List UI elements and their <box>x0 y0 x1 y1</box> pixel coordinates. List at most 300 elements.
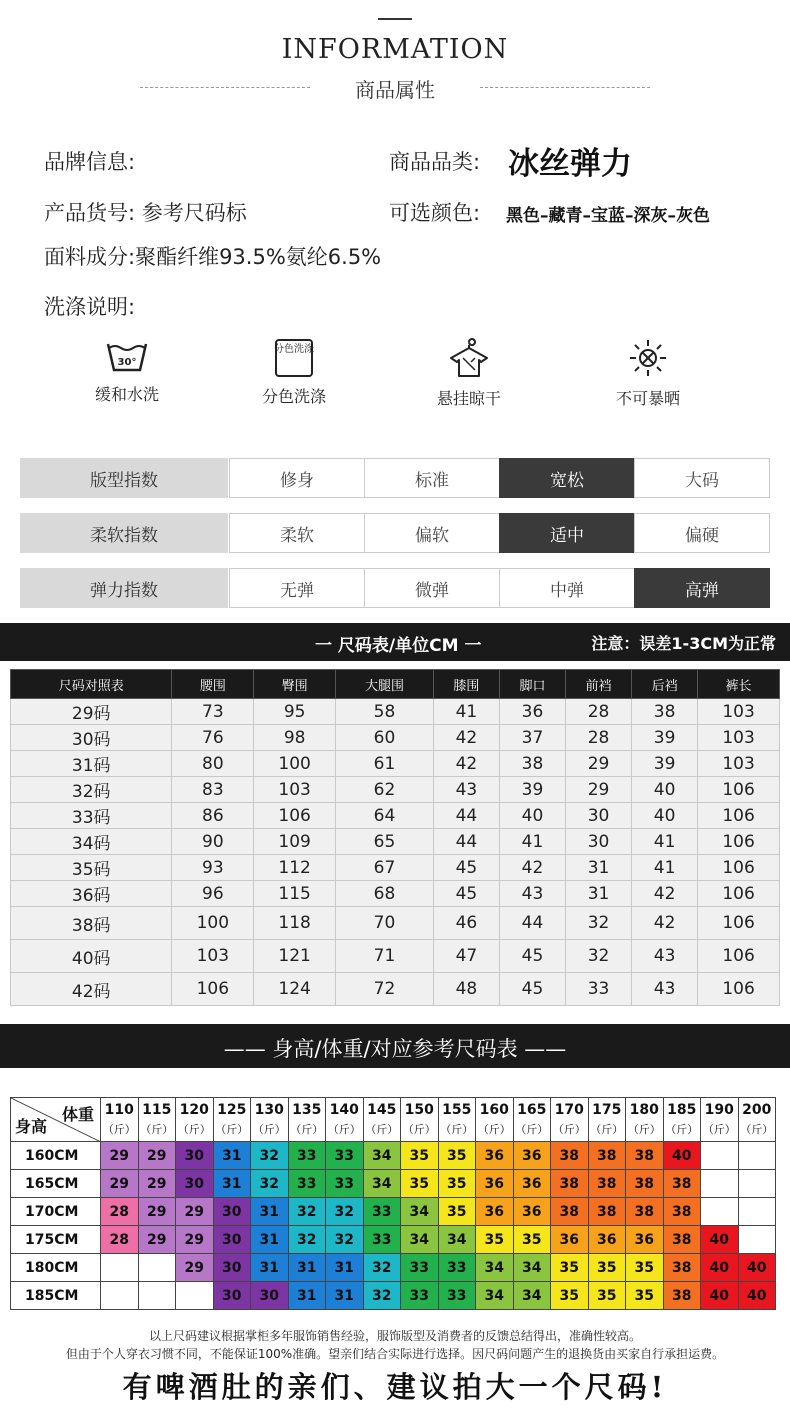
weight-header-cell <box>513 1098 551 1142</box>
hw-empty-cell <box>738 1170 776 1198</box>
softness-option: 偏硬 <box>634 513 770 553</box>
size-table-header: 尺码对照表 <box>11 670 172 699</box>
hw-size-cell: 32 <box>288 1226 326 1254</box>
weight-header-cell <box>476 1098 514 1142</box>
size-value-cell: 43 <box>632 973 698 1006</box>
softness-option: 柔软 <box>229 513 365 553</box>
hw-size-cell: 33 <box>326 1142 364 1170</box>
hw-size-cell: 31 <box>288 1282 326 1310</box>
stretch-option-selected: 高弹 <box>634 568 770 608</box>
size-chart-banner <box>0 623 790 661</box>
hw-size-cell: 30 <box>213 1226 251 1254</box>
hw-row <box>11 1226 776 1254</box>
hw-size-cell: 36 <box>588 1226 626 1254</box>
size-chart-note: 注意：误差1-3CM为正常 <box>591 634 776 653</box>
size-value-cell: 118 <box>254 907 336 940</box>
size-label-cell: 35码 <box>11 855 172 881</box>
hw-size-cell: 34 <box>476 1254 514 1282</box>
size-value-cell: 58 <box>336 699 434 725</box>
hw-size-cell: 36 <box>551 1226 589 1254</box>
size-table-header: 脚口 <box>499 670 565 699</box>
size-value-cell: 73 <box>172 699 254 725</box>
hw-size-cell: 35 <box>588 1282 626 1310</box>
wash-label-hang: 悬挂晾干 <box>436 389 501 408</box>
size-value-cell: 76 <box>172 725 254 751</box>
size-value-cell: 38 <box>632 699 698 725</box>
fit-option-selected: 宽松 <box>499 458 635 498</box>
weight-header-cell <box>213 1098 251 1142</box>
hw-empty-cell <box>138 1254 176 1282</box>
page-title: INFORMATION <box>281 34 509 65</box>
size-value-cell: 44 <box>433 803 499 829</box>
stretch-option: 微弹 <box>364 568 500 608</box>
size-value-cell: 42 <box>433 751 499 777</box>
hw-size-cell: 38 <box>588 1170 626 1198</box>
fit-index-label: 版型指数 <box>20 458 228 498</box>
size-chart-title: 一 尺码表/单位CM 一 <box>315 636 482 656</box>
size-table-header: 膝围 <box>433 670 499 699</box>
hw-empty-cell <box>738 1198 776 1226</box>
weight-header-cell <box>626 1098 664 1142</box>
size-table-row <box>11 881 780 907</box>
size-value-cell: 64 <box>336 803 434 829</box>
hw-size-cell: 31 <box>251 1198 289 1226</box>
weight-value: 175 <box>592 1101 622 1118</box>
slogan: 有啤酒肚的亲们、建议拍大一个尺码! <box>122 1370 668 1404</box>
brand-label: 品牌信息: <box>44 150 136 174</box>
weight-unit: （斤） <box>702 1122 736 1136</box>
weight-header-cell <box>401 1098 439 1142</box>
size-value-cell: 103 <box>698 725 780 751</box>
size-table-header: 大腿围 <box>336 670 434 699</box>
size-value-cell: 106 <box>698 940 780 973</box>
size-value-cell: 48 <box>433 973 499 1006</box>
stretch-index-label: 弹力指数 <box>20 568 228 608</box>
hw-size-cell: 31 <box>288 1254 326 1282</box>
weight-unit: （斤） <box>665 1122 699 1136</box>
hw-size-cell: 40 <box>738 1282 776 1310</box>
hw-row <box>11 1170 776 1198</box>
weight-value: 180 <box>629 1101 659 1118</box>
size-value-cell: 41 <box>632 855 698 881</box>
weight-unit: （斤） <box>365 1122 399 1136</box>
hw-row <box>11 1282 776 1310</box>
footer-note-1: 以上尺码建议根据掌柜多年服饰销售经验，服饰版型及消费者的反馈总结得出，准确性较高。 <box>148 1329 641 1343</box>
size-label-cell: 34码 <box>11 829 172 855</box>
softness-index-label: 柔软指数 <box>20 513 228 553</box>
weight-header-cell <box>251 1098 289 1142</box>
size-value-cell: 40 <box>499 803 565 829</box>
size-table-row <box>11 751 780 777</box>
wash-label-separate: 分色洗涤 <box>261 387 326 406</box>
size-value-cell: 71 <box>336 940 434 973</box>
hw-size-cell: 38 <box>588 1142 626 1170</box>
hw-empty-cell <box>701 1198 739 1226</box>
size-value-cell: 28 <box>566 699 632 725</box>
hw-size-cell: 29 <box>138 1226 176 1254</box>
fit-index-row <box>20 458 770 498</box>
weight-value: 145 <box>367 1101 397 1118</box>
size-value-cell: 124 <box>254 973 336 1006</box>
size-value-cell: 103 <box>172 940 254 973</box>
size-table-header: 前裆 <box>566 670 632 699</box>
weight-unit: （斤） <box>740 1122 774 1136</box>
stretch-index-row <box>20 568 770 608</box>
weight-unit: （斤） <box>402 1122 436 1136</box>
hw-size-cell: 33 <box>363 1198 401 1226</box>
hw-size-cell: 32 <box>251 1170 289 1198</box>
size-value-cell: 60 <box>336 725 434 751</box>
height-weight-title: —— 身高/体重/对应参考尺码表 —— <box>223 1037 567 1061</box>
hw-size-cell: 36 <box>476 1142 514 1170</box>
weight-header-cell <box>176 1098 214 1142</box>
size-label-cell: 32码 <box>11 777 172 803</box>
size-table-row <box>11 777 780 803</box>
weight-unit: （斤） <box>177 1122 211 1136</box>
hw-size-cell: 35 <box>588 1254 626 1282</box>
size-value-cell: 39 <box>632 725 698 751</box>
size-value-cell: 40 <box>632 777 698 803</box>
height-header-cell: 170CM <box>11 1198 101 1226</box>
hang-dry-icon <box>447 338 491 378</box>
hw-size-cell: 40 <box>738 1254 776 1282</box>
hw-size-cell: 30 <box>251 1282 289 1310</box>
size-value-cell: 45 <box>433 881 499 907</box>
hw-size-cell: 38 <box>551 1170 589 1198</box>
hw-size-cell: 28 <box>101 1226 139 1254</box>
size-value-cell: 83 <box>172 777 254 803</box>
size-label-cell: 31码 <box>11 751 172 777</box>
hw-size-cell: 35 <box>551 1254 589 1282</box>
category-value: 冰丝弹力 <box>508 146 632 182</box>
wash-item-hang <box>414 338 524 409</box>
size-value-cell: 37 <box>499 725 565 751</box>
hw-header-row <box>11 1098 776 1142</box>
hw-size-cell: 31 <box>251 1254 289 1282</box>
weight-value: 165 <box>517 1101 547 1118</box>
wash-item-gentle <box>72 338 182 405</box>
size-table-header: 臀围 <box>254 670 336 699</box>
size-value-cell: 70 <box>336 907 434 940</box>
hw-size-cell: 30 <box>213 1282 251 1310</box>
size-value-cell: 42 <box>433 725 499 751</box>
size-value-cell: 80 <box>172 751 254 777</box>
hw-empty-cell <box>138 1282 176 1310</box>
weight-unit: （斤） <box>140 1122 174 1136</box>
size-value-cell: 115 <box>254 881 336 907</box>
size-value-cell: 68 <box>336 881 434 907</box>
wash-label-nosun: 不可暴晒 <box>615 389 680 408</box>
weight-header-cell <box>663 1098 701 1142</box>
size-value-cell: 29 <box>566 777 632 803</box>
weight-value: 155 <box>442 1101 472 1118</box>
hw-size-cell: 29 <box>176 1198 214 1226</box>
hw-size-cell: 35 <box>551 1282 589 1310</box>
hw-size-cell: 32 <box>251 1142 289 1170</box>
hw-empty-cell <box>101 1282 139 1310</box>
colors-label: 可选颜色: <box>389 201 481 225</box>
hw-size-cell: 32 <box>326 1198 364 1226</box>
hw-size-cell: 31 <box>251 1226 289 1254</box>
weight-value: 115 <box>142 1101 172 1118</box>
size-value-cell: 103 <box>698 699 780 725</box>
size-table-row <box>11 940 780 973</box>
weight-unit: （斤） <box>477 1122 511 1136</box>
size-value-cell: 31 <box>566 881 632 907</box>
size-value-cell: 41 <box>499 829 565 855</box>
wash-item-nosun <box>593 338 703 409</box>
size-value-cell: 32 <box>566 940 632 973</box>
category-label: 商品品类: <box>389 150 481 174</box>
weight-header-cell <box>363 1098 401 1142</box>
size-value-cell: 29 <box>566 751 632 777</box>
weight-unit: （斤） <box>440 1122 474 1136</box>
hw-size-cell: 36 <box>476 1170 514 1198</box>
hw-size-cell: 35 <box>438 1170 476 1198</box>
hw-size-cell: 29 <box>138 1142 176 1170</box>
hw-size-cell: 33 <box>326 1170 364 1198</box>
size-value-cell: 46 <box>433 907 499 940</box>
hw-size-cell: 38 <box>626 1142 664 1170</box>
hw-size-cell: 33 <box>438 1282 476 1310</box>
wash-30-icon <box>105 338 149 374</box>
size-value-cell: 67 <box>336 855 434 881</box>
size-value-cell: 42 <box>632 881 698 907</box>
size-value-cell: 43 <box>632 940 698 973</box>
weight-value: 170 <box>554 1101 584 1118</box>
size-value-cell: 72 <box>336 973 434 1006</box>
hw-size-cell: 38 <box>551 1198 589 1226</box>
size-value-cell: 44 <box>433 829 499 855</box>
size-value-cell: 44 <box>499 907 565 940</box>
hw-size-cell: 32 <box>326 1226 364 1254</box>
fit-option: 标准 <box>364 458 500 498</box>
weight-unit: （斤） <box>102 1122 136 1136</box>
hw-size-cell: 30 <box>213 1198 251 1226</box>
hw-size-cell: 35 <box>438 1142 476 1170</box>
size-label-cell: 38码 <box>11 907 172 940</box>
size-label-cell: 40码 <box>11 940 172 973</box>
size-value-cell: 45 <box>499 940 565 973</box>
size-value-cell: 30 <box>566 803 632 829</box>
size-table-row <box>11 725 780 751</box>
hw-size-cell: 35 <box>438 1198 476 1226</box>
hw-size-cell: 34 <box>401 1198 439 1226</box>
hw-size-cell: 35 <box>626 1254 664 1282</box>
hw-empty-cell <box>738 1142 776 1170</box>
hw-size-cell: 30 <box>213 1254 251 1282</box>
hw-size-cell: 33 <box>288 1170 326 1198</box>
size-value-cell: 39 <box>499 777 565 803</box>
hw-size-cell: 38 <box>626 1198 664 1226</box>
hw-size-cell: 36 <box>476 1198 514 1226</box>
size-value-cell: 45 <box>433 855 499 881</box>
hw-size-cell: 38 <box>663 1198 701 1226</box>
weight-unit: （斤） <box>515 1122 549 1136</box>
weight-header-cell <box>551 1098 589 1142</box>
size-table-header: 腰围 <box>172 670 254 699</box>
item-number: 产品货号: 参考尺码标 <box>44 201 247 225</box>
hw-size-cell: 29 <box>138 1170 176 1198</box>
size-table-row <box>11 803 780 829</box>
hw-size-cell: 35 <box>626 1282 664 1310</box>
hw-size-cell: 33 <box>288 1142 326 1170</box>
size-value-cell: 106 <box>698 777 780 803</box>
colors-value: 黑色–藏青–宝蓝–深灰–灰色 <box>506 206 710 226</box>
size-value-cell: 61 <box>336 751 434 777</box>
hw-size-cell: 28 <box>101 1198 139 1226</box>
weight-unit: （斤） <box>252 1122 286 1136</box>
hw-size-cell: 34 <box>476 1282 514 1310</box>
hw-size-cell: 40 <box>701 1226 739 1254</box>
hw-size-cell: 38 <box>663 1226 701 1254</box>
size-value-cell: 100 <box>254 751 336 777</box>
size-value-cell: 121 <box>254 940 336 973</box>
size-value-cell: 93 <box>172 855 254 881</box>
stretch-option: 无弹 <box>229 568 365 608</box>
hw-size-cell: 40 <box>663 1142 701 1170</box>
size-value-cell: 65 <box>336 829 434 855</box>
weight-header-cell <box>738 1098 776 1142</box>
height-weight-table <box>10 1097 776 1310</box>
weight-axis-label: 体重 <box>61 1105 94 1124</box>
hw-corner-cell <box>11 1098 101 1142</box>
size-value-cell: 86 <box>172 803 254 829</box>
hw-row <box>11 1198 776 1226</box>
height-header-cell: 180CM <box>11 1254 101 1282</box>
size-value-cell: 106 <box>698 803 780 829</box>
size-table-row <box>11 973 780 1006</box>
weight-unit: （斤） <box>552 1122 586 1136</box>
hw-size-cell: 38 <box>626 1170 664 1198</box>
fit-option: 修身 <box>229 458 365 498</box>
weight-value: 120 <box>179 1101 209 1118</box>
hw-size-cell: 34 <box>513 1254 551 1282</box>
size-label-cell: 36码 <box>11 881 172 907</box>
size-value-cell: 106 <box>254 803 336 829</box>
weight-value: 140 <box>329 1101 359 1118</box>
hw-row <box>11 1254 776 1282</box>
size-value-cell: 40 <box>632 803 698 829</box>
size-value-cell: 41 <box>433 699 499 725</box>
height-header-cell: 175CM <box>11 1226 101 1254</box>
height-axis-label: 身高 <box>15 1117 48 1136</box>
size-value-cell: 38 <box>499 751 565 777</box>
weight-unit: （斤） <box>627 1122 661 1136</box>
weight-unit: （斤） <box>290 1122 324 1136</box>
weight-value: 200 <box>742 1101 772 1118</box>
hw-size-cell: 34 <box>438 1226 476 1254</box>
weight-value: 185 <box>667 1101 697 1118</box>
hw-size-cell: 33 <box>363 1226 401 1254</box>
hw-empty-cell <box>101 1254 139 1282</box>
size-value-cell: 36 <box>499 699 565 725</box>
size-value-cell: 106 <box>698 829 780 855</box>
size-value-cell: 31 <box>566 855 632 881</box>
size-value-cell: 95 <box>254 699 336 725</box>
hw-size-cell: 32 <box>288 1198 326 1226</box>
weight-value: 190 <box>704 1101 734 1118</box>
hw-size-cell: 34 <box>401 1226 439 1254</box>
size-value-cell: 109 <box>254 829 336 855</box>
hw-size-cell: 36 <box>513 1170 551 1198</box>
weight-header-cell <box>438 1098 476 1142</box>
hw-size-cell: 38 <box>551 1142 589 1170</box>
size-value-cell: 103 <box>698 751 780 777</box>
hw-empty-cell <box>701 1170 739 1198</box>
size-value-cell: 106 <box>698 855 780 881</box>
size-value-cell: 106 <box>172 973 254 1006</box>
size-value-cell: 39 <box>632 751 698 777</box>
size-value-cell: 112 <box>254 855 336 881</box>
size-value-cell: 30 <box>566 829 632 855</box>
weight-header-cell <box>101 1098 139 1142</box>
hw-size-cell: 31 <box>213 1170 251 1198</box>
wash-label: 洗涤说明: <box>44 295 136 319</box>
weight-header-cell <box>288 1098 326 1142</box>
hw-size-cell: 35 <box>513 1226 551 1254</box>
hw-size-cell: 35 <box>401 1170 439 1198</box>
no-sun-icon <box>628 338 668 378</box>
hw-size-cell: 29 <box>176 1226 214 1254</box>
height-header-cell: 165CM <box>11 1170 101 1198</box>
size-table-row <box>11 855 780 881</box>
hw-size-cell: 30 <box>176 1142 214 1170</box>
size-value-cell: 96 <box>172 881 254 907</box>
weight-value: 130 <box>254 1101 284 1118</box>
size-table-header: 裤长 <box>698 670 780 699</box>
hw-size-cell: 38 <box>663 1254 701 1282</box>
page-subtitle: 商品属性 <box>355 78 435 102</box>
hw-size-cell: 32 <box>363 1282 401 1310</box>
size-value-cell: 106 <box>698 907 780 940</box>
weight-value: 135 <box>292 1101 322 1118</box>
size-value-cell: 32 <box>566 907 632 940</box>
size-value-cell: 43 <box>499 881 565 907</box>
hw-size-cell: 32 <box>363 1254 401 1282</box>
size-value-cell: 103 <box>254 777 336 803</box>
size-label-cell: 30码 <box>11 725 172 751</box>
size-value-cell: 43 <box>433 777 499 803</box>
weight-header-cell <box>701 1098 739 1142</box>
softness-option: 偏软 <box>364 513 500 553</box>
weight-value: 150 <box>404 1101 434 1118</box>
hw-size-cell: 31 <box>326 1254 364 1282</box>
weight-unit: （斤） <box>215 1122 249 1136</box>
size-value-cell: 42 <box>499 855 565 881</box>
hw-size-cell: 40 <box>701 1254 739 1282</box>
size-label-cell: 42码 <box>11 973 172 1006</box>
hw-size-cell: 29 <box>101 1142 139 1170</box>
weight-header-cell <box>138 1098 176 1142</box>
fit-option: 大码 <box>634 458 770 498</box>
size-value-cell: 62 <box>336 777 434 803</box>
weight-value: 125 <box>217 1101 247 1118</box>
size-table-row <box>11 699 780 725</box>
weight-value: 110 <box>104 1101 134 1118</box>
footer-note-2: 但由于个人穿衣习惯不同，不能保证100%准确。望亲们结合实际进行选择。因尺码问题产生的退换货由买家自行承担运费。 <box>65 1347 725 1361</box>
hw-size-cell: 40 <box>701 1282 739 1310</box>
hw-size-cell: 31 <box>213 1142 251 1170</box>
stretch-option: 中弹 <box>499 568 635 608</box>
fabric-composition: 面料成分:聚酯纤维93.5%氨纶6.5% <box>44 245 382 269</box>
hw-size-cell: 33 <box>401 1282 439 1310</box>
svg-text:30°: 30° <box>117 357 137 368</box>
size-value-cell: 45 <box>499 973 565 1006</box>
hw-empty-cell <box>738 1226 776 1254</box>
size-value-cell: 42 <box>632 907 698 940</box>
header-accent-bar <box>378 18 412 20</box>
